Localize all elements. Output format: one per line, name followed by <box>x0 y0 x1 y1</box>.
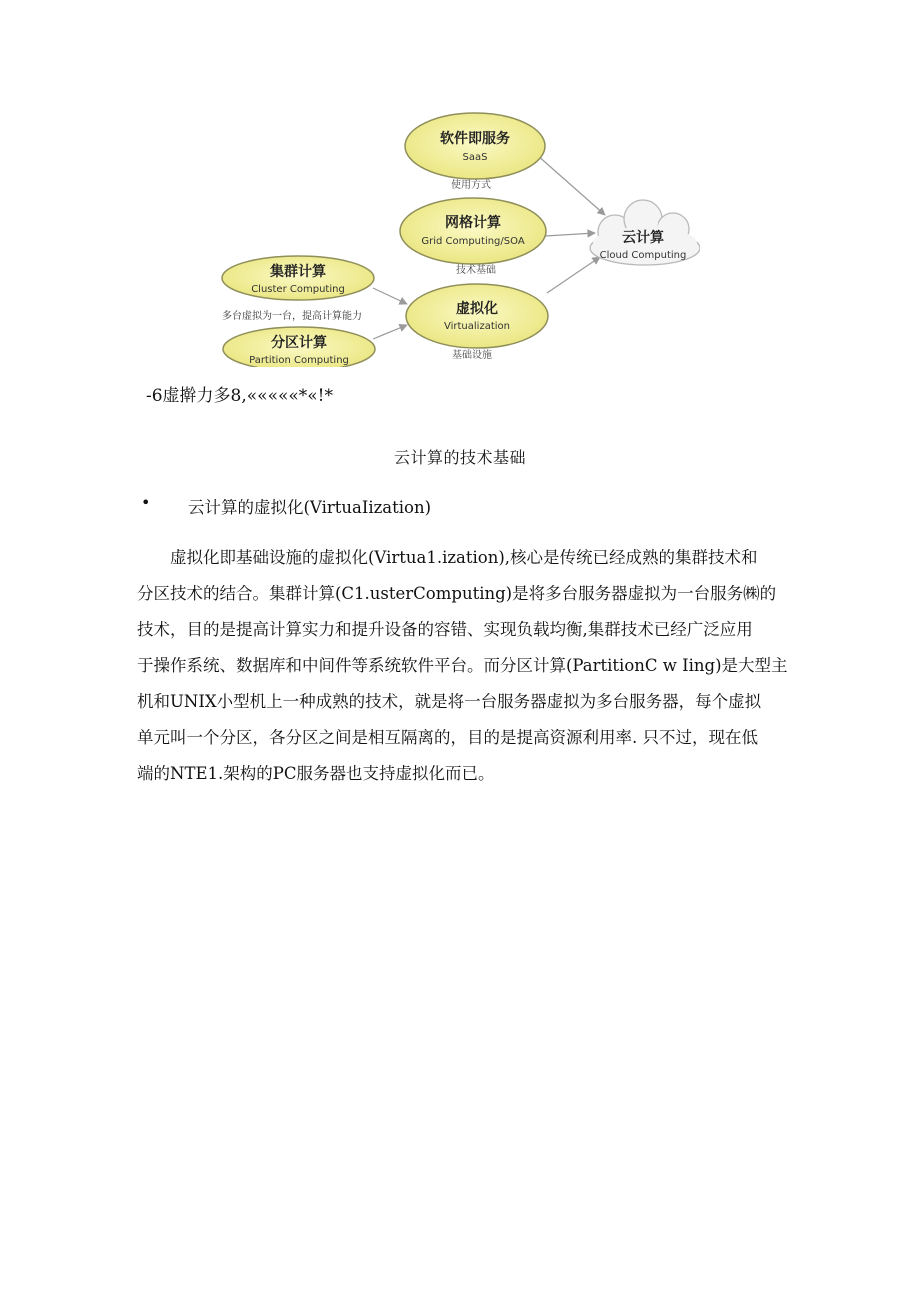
node-cloud-subtitle: Cloud Computing <box>599 250 687 261</box>
node-cluster-subtitle: Cluster Computing <box>251 284 345 295</box>
node-grid-subtitle: Grid Computing/SOA <box>421 236 525 247</box>
node-virtualization <box>406 284 548 361</box>
node-partition-title: 分区计算 <box>271 335 327 351</box>
paragraph-line-5: 机和UNIX小型机上一种成熟的技术，就是将一台服务器虚拟为多台服务器，每个虚拟 <box>137 692 762 711</box>
paragraph-line-7: 端的NTE1.架构的PC服务器也支持虚拟化而已。 <box>137 764 495 783</box>
node-cloud <box>590 200 700 265</box>
node-saas-caption: 使用方式 <box>451 180 491 191</box>
node-virtualization-title: 虚拟化 <box>456 301 498 317</box>
node-saas-title: 软件即服务 <box>440 131 510 147</box>
diagram-annotation: 多台虚拟为一台，提高计算能力 <box>222 311 362 322</box>
arrow-partition-to-virtualization <box>373 325 407 339</box>
node-partition-subtitle: Partition Computing <box>249 355 349 366</box>
node-grid-caption: 技术基础 <box>456 265 496 276</box>
node-saas <box>405 113 545 191</box>
arrow-virtualization-to-cloud <box>547 257 600 293</box>
node-cloud-title: 云计算 <box>622 230 664 246</box>
node-saas-subtitle: SaaS <box>462 152 488 163</box>
node-virtualization-subtitle: Virtualization <box>444 321 510 332</box>
node-cluster-title: 集群计算 <box>270 264 326 280</box>
paragraph-line-6: 单元叫一个分区，各分区之间是相互隔离的，目的是提高资源利用率. 只不过，现在低 <box>137 728 758 747</box>
arrow-cluster-to-virtualization <box>373 288 407 304</box>
node-grid <box>400 198 546 276</box>
bullet-marker: • <box>141 493 151 512</box>
paragraph-line-4: 于操作系统、数据库和中间件等系统软件平台。而分区计算(PartitionC w Iing)是大型主 <box>137 656 788 675</box>
cloud-computing-diagram <box>215 105 700 367</box>
paragraph-line-3: 技术，目的是提高计算实力和提升设备的容错、实现负载均衡,集群技术已经广泛应用 <box>137 620 753 639</box>
node-partition <box>223 327 375 367</box>
arrow-grid-to-cloud <box>545 233 595 236</box>
paragraph-line-1: 虚拟化即基础设施的虚拟化(Virtua1.ization),核心是传统已经成熟的集群技术和 <box>170 548 758 567</box>
garbled-text-line: -6虚擀力多8,«««««*«!* <box>146 386 334 406</box>
node-cluster <box>222 256 374 300</box>
paragraph-line-2: 分区技术的结合。集群计算(C1.usterComputing)是将多台服务器虚拟为一台服务㈱的 <box>137 584 777 603</box>
figure-caption: 云计算的技术基础 <box>393 448 526 467</box>
arrow-saas-to-cloud <box>537 155 605 215</box>
section-heading: 云计算的虚拟化(VirtuaIization) <box>188 498 432 517</box>
node-virtualization-caption: 基础设施 <box>452 350 492 361</box>
node-grid-title: 网格计算 <box>445 215 501 231</box>
